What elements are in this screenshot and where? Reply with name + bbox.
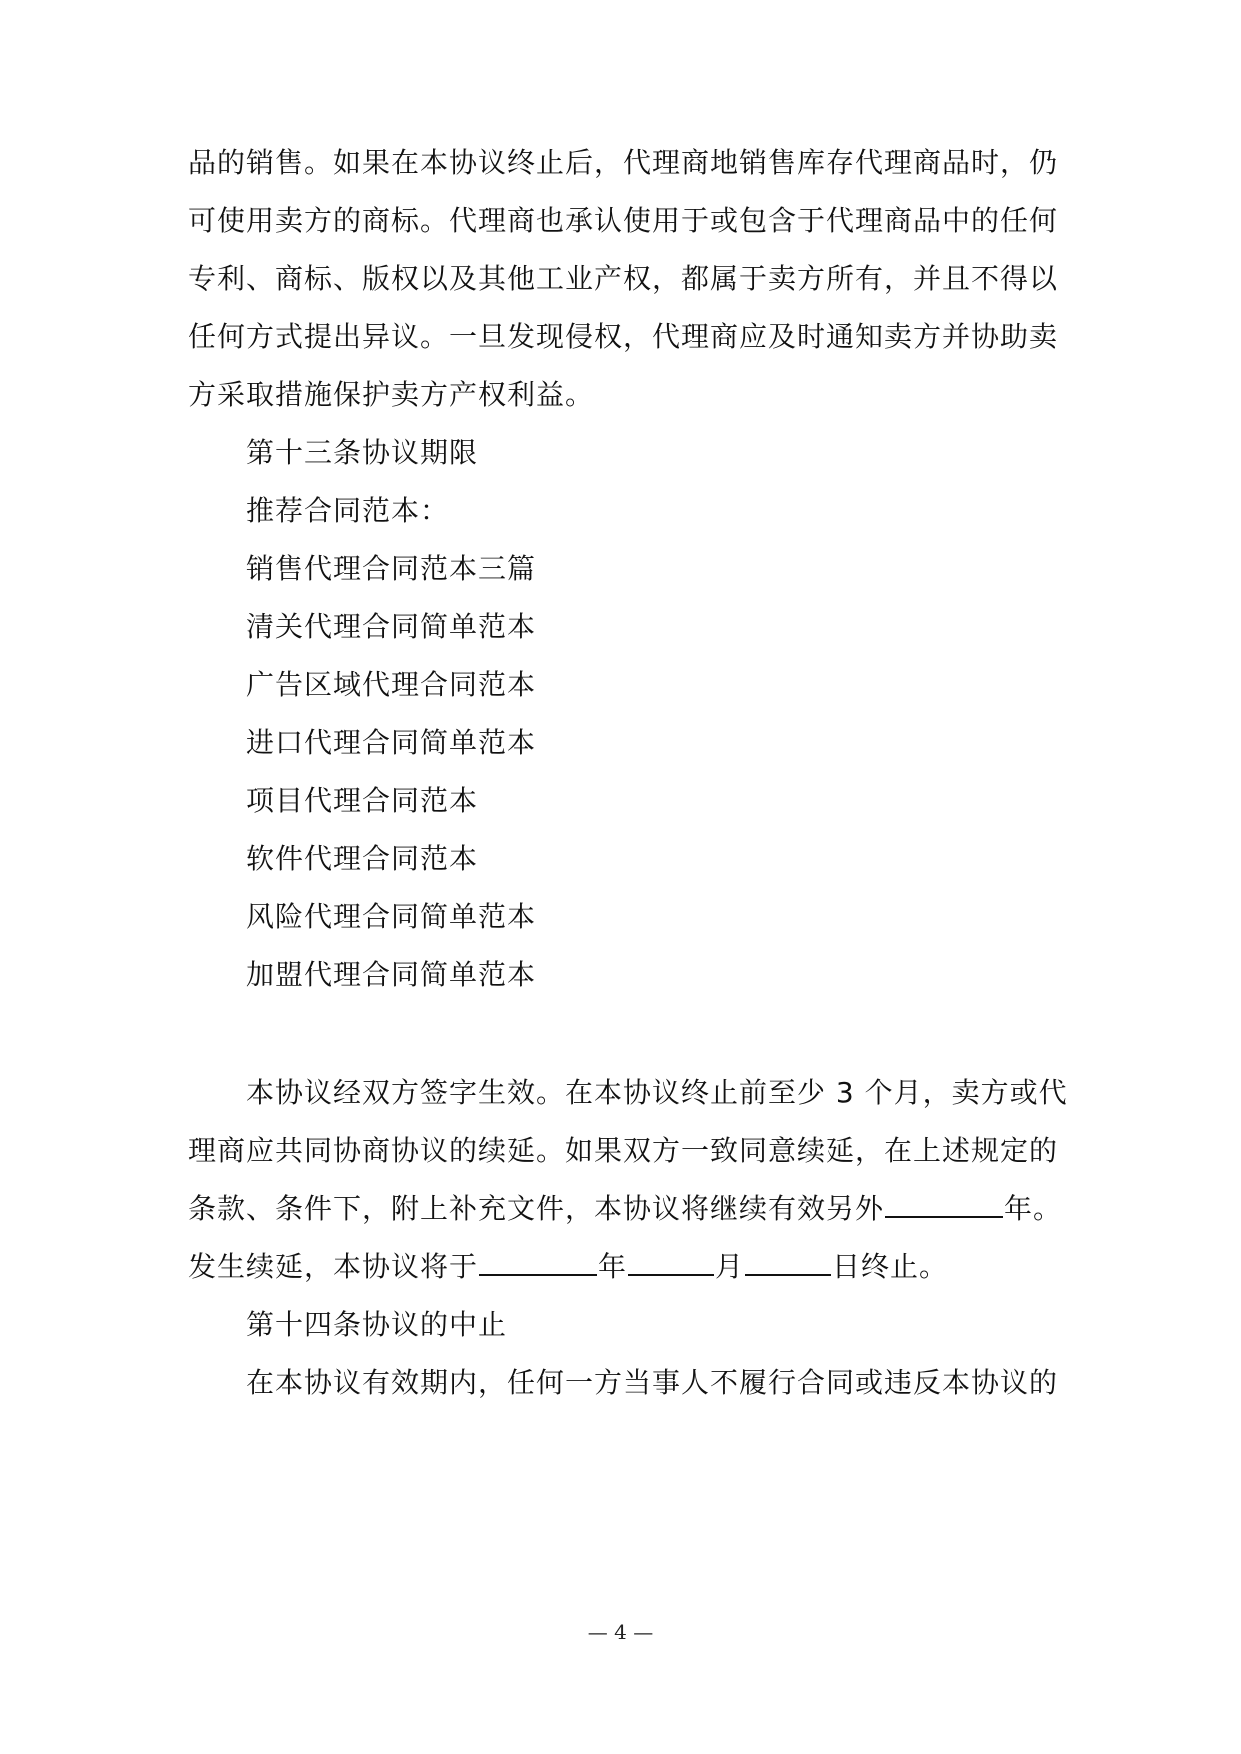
text-segment: 发生续延，本协议将于 (188, 1250, 479, 1283)
recommend-item: 加盟代理合同简单范本 (246, 958, 537, 991)
blank-line (479, 1246, 597, 1276)
recommend-item: 销售代理合同范本三篇 (246, 552, 537, 585)
text-segment: 年 (598, 1250, 628, 1283)
body-text-line (188, 1234, 1058, 1300)
body-text-line: 在本协议有效期内，任何一方当事人不履行合同或违反本协议的 (246, 1366, 1059, 1399)
blank-line (745, 1246, 831, 1276)
recommend-item: 风险代理合同简单范本 (246, 900, 537, 933)
recommend-item: 进口代理合同简单范本 (246, 726, 537, 759)
recommend-item: 清关代理合同简单范本 (246, 610, 537, 643)
body-text-line: 专利、商标、版权以及其他工业产权，都属于卖方所有，并且不得以 (188, 262, 1059, 295)
blank-line (628, 1246, 714, 1276)
body-text-line: 任何方式提出异议。一旦发现侵权，代理商应及时通知卖方并协助卖 (188, 320, 1059, 353)
recommend-item: 项目代理合同范本 (246, 784, 479, 817)
text-segment: 日终止。 (832, 1250, 949, 1283)
recommend-item: 广告区域代理合同范本 (246, 668, 537, 701)
body-text-line: 可使用卖方的商标。代理商也承认使用于或包含于代理商品中的任何 (188, 204, 1059, 237)
article-13-heading: 第十三条协议期限 (246, 436, 479, 469)
body-text-line: 本协议经双方签字生效。在本协议终止前至少 3 个月，卖方或代 (246, 1076, 1068, 1109)
body-text-line (188, 1176, 1063, 1242)
article-14-heading: 第十四条协议的中止 (246, 1308, 508, 1341)
body-text-line: 品的销售。如果在本协议终止后，代理商地销售库存代理商品时，仍 (188, 146, 1059, 179)
body-text-line: 方采取措施保护卖方产权利益。 (188, 378, 595, 411)
recommend-heading: 推荐合同范本： (246, 494, 450, 527)
body-text-line: 理商应共同协商协议的续延。如果双方一致同意续延，在上述规定的 (188, 1134, 1059, 1167)
recommend-item: 软件代理合同范本 (246, 842, 479, 875)
text-segment: 条款、条件下，附上补充文件，本协议将继续有效另外 (188, 1192, 885, 1225)
text-segment: 年。 (1004, 1192, 1063, 1225)
blank-line (885, 1188, 1003, 1218)
text-segment: 月 (715, 1250, 745, 1283)
page-number: — 4 — (587, 1620, 654, 1644)
